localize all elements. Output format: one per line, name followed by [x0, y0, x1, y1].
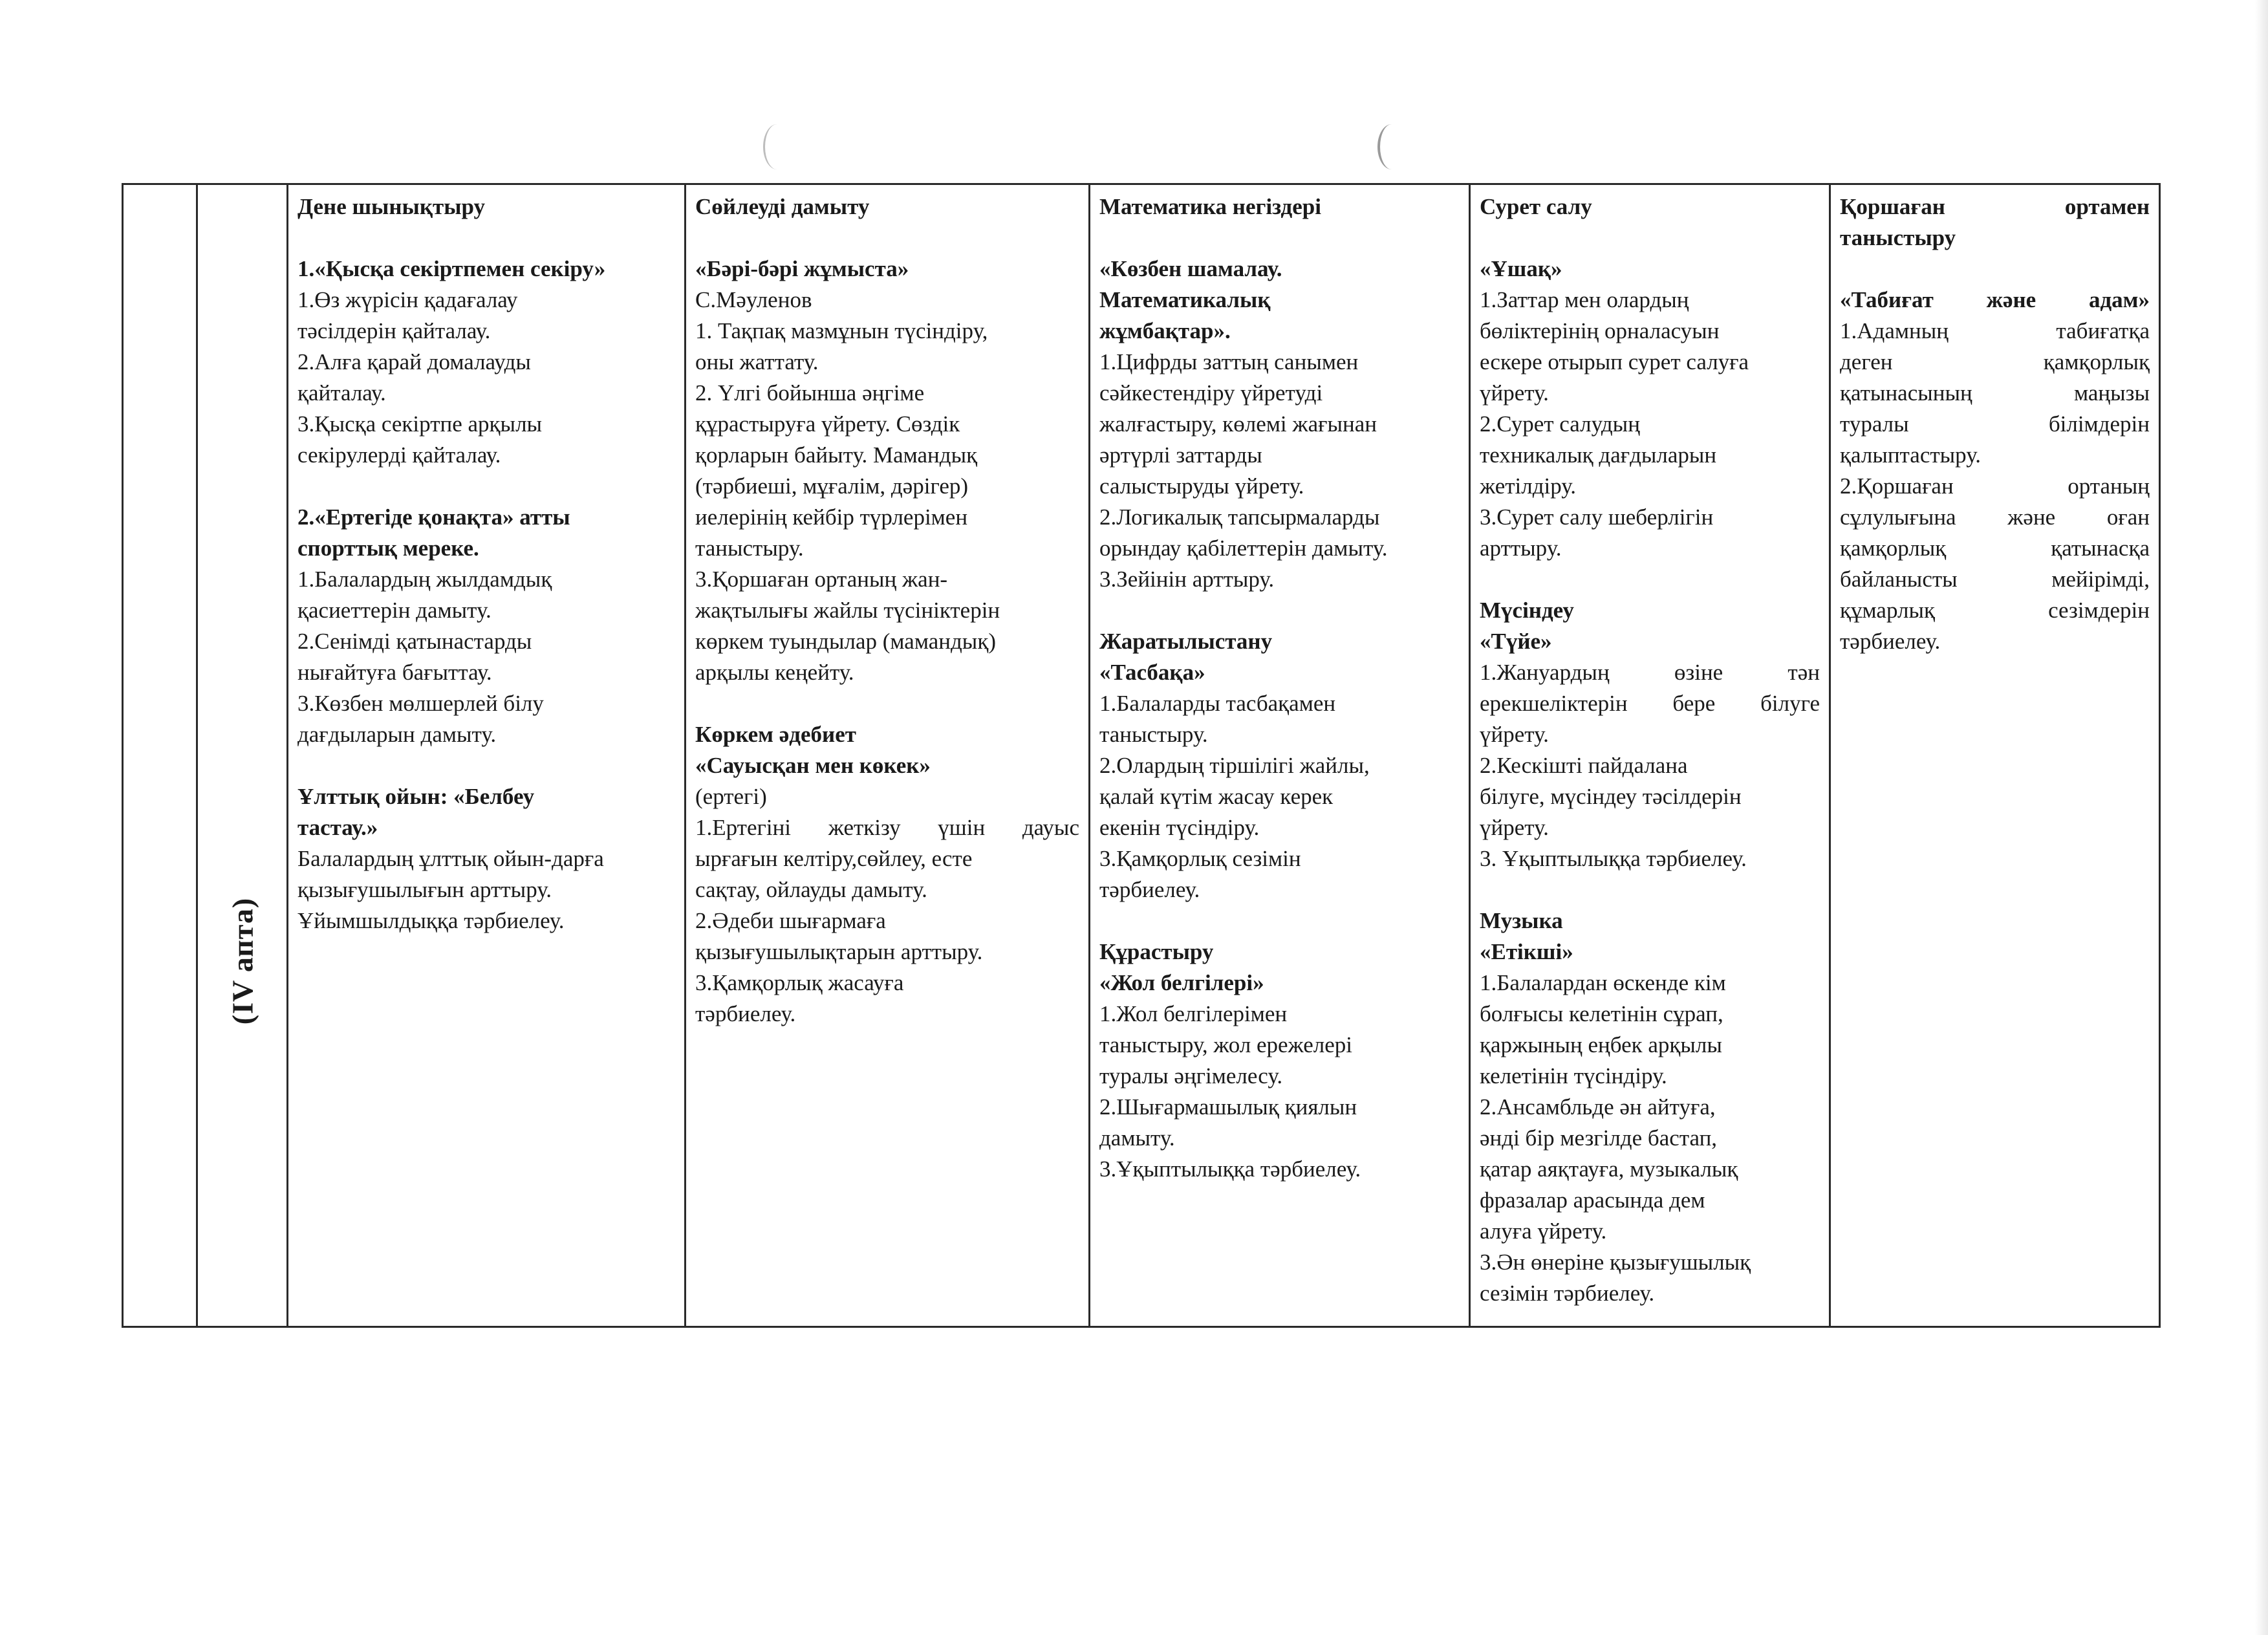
text-line: 3.Көзбен мөлшерлей білу	[297, 691, 544, 716]
text-line: жақтылығы жайлы түсініктерін	[695, 598, 1000, 623]
text-line: байланысты мейірімді,	[1840, 567, 2150, 592]
week-cell	[197, 184, 288, 1327]
blank-line	[1099, 595, 1460, 626]
text-line: дағдыларын дамыту.	[297, 722, 497, 747]
heading-line: 1.«Қысқа секіртпемен секіру»	[297, 256, 606, 281]
text-line: қайталау.	[297, 380, 386, 406]
text-line: екенін түсіндіру.	[1099, 815, 1260, 840]
text-line: әнді бір мезгілде бастап,	[1480, 1125, 1718, 1151]
text-line: жалғастыру, көлемі жағынан	[1099, 411, 1377, 437]
text-line: 1. Тақпақ мазмұнын түсіндіру,	[695, 318, 988, 343]
heading-line: «Бәрі-бәрі жұмыста»	[695, 256, 909, 281]
text-line: білуге, мүсіндеу тәсілдерін	[1480, 784, 1742, 809]
text-line: 3.Ән өнеріне қызығушылық	[1480, 1250, 1751, 1275]
heading-line: «Етікші»	[1480, 939, 1573, 964]
text-line: құрастыруға үйрету. Сөздік	[695, 411, 960, 437]
drawing-column	[1470, 184, 1830, 1327]
heading-line: 2.«Ертегіде қонақта» атты	[297, 504, 570, 530]
text-line: тәрбиелеу.	[1099, 877, 1200, 902]
math-column	[1090, 184, 1470, 1327]
text-line: 2.Әдеби шығармаға	[695, 908, 886, 933]
heading-line: Сөйлеуді дамыту	[695, 194, 870, 219]
heading-line: Ұлттық ойын: «Белбеу	[297, 784, 535, 809]
text-line: (тәрбиеші, мұғалім, дәрігер)	[695, 473, 969, 499]
text-line: 2. Үлгі бойынша әңгіме	[695, 380, 925, 406]
text-line: үйрету.	[1480, 815, 1549, 840]
text-line: қатар аяқтауға, музыкалық	[1480, 1156, 1738, 1182]
text-line: сезімін тәрбиелеу.	[1480, 1281, 1655, 1306]
empty-margin-cell	[123, 184, 197, 1327]
heading-line: «Түйе»	[1480, 629, 1552, 654]
environment-column	[1830, 184, 2160, 1327]
text-line: келетінін түсіндіру.	[1480, 1063, 1667, 1088]
text-line: деген қамқорлық	[1840, 349, 2150, 374]
heading-line: «Сауысқан мен көкек»	[695, 753, 931, 778]
drawing-column-content	[1471, 185, 1829, 1316]
heading-line: тастау.»	[297, 815, 378, 840]
pe-column	[288, 184, 686, 1327]
text-line: жетілдіру.	[1480, 473, 1577, 499]
heading-line: Музыка	[1480, 908, 1563, 933]
text-line: 1.Заттар мен олардың	[1480, 287, 1689, 312]
math-column-content	[1090, 185, 1469, 1191]
text-line: бөліктерінің орналасуын	[1480, 318, 1720, 343]
text-line: 3.Сурет салу шеберлігін	[1480, 504, 1714, 530]
text-line: сақтау, ойлауды дамыту.	[695, 877, 927, 902]
heading-line: таныстыру	[1840, 225, 1956, 250]
heading-line: Мүсіндеу	[1480, 598, 1574, 623]
weekly-plan-table	[122, 183, 2161, 1328]
text-line: 2.Логикалық тапсырмаларды	[1099, 504, 1380, 530]
text-line: 3.Ұқыптылыққа тәрбиелеу.	[1099, 1156, 1361, 1182]
text-line: арттыру.	[1480, 536, 1562, 561]
blank-line	[1480, 874, 1820, 905]
text-line: таныстыру.	[1099, 722, 1208, 747]
text-line: 1.Балалардан өскенде кім	[1480, 970, 1726, 995]
text-line: тәсілдерін қайталау.	[297, 318, 491, 343]
heading-line: Дене шынықтыру	[297, 194, 486, 219]
text-line: орындау қабілеттерін дамыту.	[1099, 536, 1388, 561]
heading-line: жұмбақтар».	[1099, 318, 1231, 343]
week-label: (IV апта)	[226, 897, 259, 1025]
text-line: туралы әңгімелесу.	[1099, 1063, 1283, 1088]
blank-line	[1099, 905, 1460, 937]
text-line: фразалар арасында дем	[1480, 1187, 1705, 1213]
text-line: секірулерді қайталау.	[297, 442, 501, 468]
text-line: таныстыру, жол ережелері	[1099, 1032, 1352, 1057]
heading-line: «Көзбен шамалау.	[1099, 256, 1282, 281]
speech-column-content	[686, 185, 1088, 1036]
text-line: 1.Балалардың жылдамдық	[297, 567, 552, 592]
blank-line	[1480, 564, 1820, 595]
text-line: үйрету.	[1480, 380, 1549, 406]
heading-line: Жаратылыстану	[1099, 629, 1273, 654]
heading-line: Математика негіздері	[1099, 194, 1321, 219]
heading-line: «Тасбақа»	[1099, 660, 1205, 685]
blank-line	[1099, 222, 1460, 254]
text-line: көркем туындылар (мамандық)	[695, 629, 996, 654]
text-line: алуға үйрету.	[1480, 1218, 1607, 1244]
text-line: тәрбиелеу.	[1840, 629, 1941, 654]
text-line: сәйкестендіру үйретуді	[1099, 380, 1323, 406]
text-line: ескере отырып сурет салуға	[1480, 349, 1749, 374]
text-line: қатынасының маңызы	[1840, 380, 2150, 406]
text-line: қасиеттерін дамыту.	[297, 598, 491, 623]
text-line: оны жаттату.	[695, 349, 819, 374]
text-line: 1.Өз жүрісін қадағалау	[297, 287, 518, 312]
text-line: 3.Зейінін арттыру.	[1099, 567, 1275, 592]
blank-line	[297, 471, 675, 502]
heading-line: спорттық мереке.	[297, 536, 479, 561]
text-line: дамыту.	[1099, 1125, 1175, 1151]
heading-line: Көркем әдебиет	[695, 722, 856, 747]
text-line: иелерінің кейбір түрлерімен	[695, 504, 968, 530]
text-line: 2.Шығармашылық қиялын	[1099, 1094, 1357, 1120]
text-line: құмарлық сезімдерін	[1840, 598, 2150, 623]
text-line: 2.Олардың тіршілігі жайлы,	[1099, 753, 1370, 778]
text-line: қызығушылықтарын арттыру.	[695, 939, 983, 964]
text-line: 1.Цифрды заттың санымен	[1099, 349, 1359, 374]
text-line: 2.Сенімді қатынастарды	[297, 629, 532, 654]
pe-column-content	[288, 185, 684, 943]
text-line: 1.Жол белгілерімен	[1099, 1001, 1288, 1026]
text-line: 3. Ұқыптылыққа тәрбиелеу.	[1480, 846, 1747, 871]
blank-line	[695, 222, 1079, 254]
text-line: Балалардың ұлттық ойын-дарға	[297, 846, 604, 871]
heading-line: Құрастыру	[1099, 939, 1214, 964]
environment-column-content	[1831, 185, 2159, 664]
text-line: Ұйымшылдыққа тәрбиелеу.	[297, 908, 565, 933]
heading-line: «Жол белгілері»	[1099, 970, 1264, 995]
plan-row	[123, 184, 2160, 1327]
text-line: 3.Қамқорлық сезімін	[1099, 846, 1301, 871]
text-line: 2.Кескішті пайдалана	[1480, 753, 1688, 778]
blank-line	[297, 750, 675, 781]
speech-column	[686, 184, 1090, 1327]
text-line: тәрбиелеу.	[695, 1001, 796, 1026]
blank-line	[695, 688, 1079, 719]
text-line: 1.Адамның табиғатқа	[1840, 318, 2150, 343]
blank-line	[1840, 254, 2150, 285]
text-line: салыстыруды үйрету.	[1099, 473, 1304, 499]
text-line: (ертегі)	[695, 784, 767, 809]
text-line: қорларын байыту. Мамандық	[695, 442, 978, 468]
text-line: ырғағын келтіру,сөйлеу, есте	[695, 846, 973, 871]
text-line: таныстыру.	[695, 536, 804, 561]
text-line: қамқорлық қатынасқа	[1840, 536, 2150, 561]
text-line: қызығушылығын арттыру.	[297, 877, 552, 902]
text-line: 2.Қоршаған ортаның	[1840, 473, 2150, 499]
text-line: 2.Ансамбльде ән айтуға,	[1480, 1094, 1716, 1120]
heading-line: «Ұшақ»	[1480, 256, 1562, 281]
blank-line	[1480, 222, 1820, 254]
text-line: нығайтуға бағыттау.	[297, 660, 492, 685]
text-line: С.Мәуленов	[695, 287, 812, 312]
text-line: үйрету.	[1480, 722, 1549, 747]
text-line: 2.Сурет салудың	[1480, 411, 1640, 437]
text-line: қалыптастыру.	[1840, 442, 1981, 468]
heading-line: Сурет салу	[1480, 194, 1592, 219]
text-line: арқылы кеңейту.	[695, 660, 854, 685]
text-line: туралы білімдерін	[1840, 411, 2150, 437]
text-line: 3.Қамқорлық жасауға	[695, 970, 904, 995]
punch-hole-mark	[763, 124, 791, 169]
text-line: болғысы келетінін сұрап,	[1480, 1001, 1723, 1026]
text-line: қаржының еңбек арқылы	[1480, 1032, 1722, 1057]
text-line: 1.Ертегіні жеткізу үшін дауыс	[695, 815, 1079, 840]
text-line: ерекшеліктерін бере білуге	[1480, 691, 1820, 716]
text-line: қалай күтім жасау керек	[1099, 784, 1334, 809]
heading-line: Математикалық	[1099, 287, 1271, 312]
text-line: 1.Балаларды тасбақамен	[1099, 691, 1336, 716]
text-line: 2.Алға қарай домалауды	[297, 349, 531, 374]
text-line: 3.Қысқа секіртпе арқылы	[297, 411, 543, 437]
punch-hole-mark	[1377, 124, 1406, 169]
text-line: сұлулығына және оған	[1840, 504, 2150, 530]
blank-line	[297, 222, 675, 254]
text-line: әртүрлі заттарды	[1099, 442, 1262, 468]
heading-line: «Табиғат және адам»	[1840, 287, 2150, 312]
text-line: 3.Қоршаған ортаның жан-	[695, 567, 948, 592]
page-edge-shadow	[2255, 0, 2268, 1635]
text-line: техникалық дағдыларын	[1480, 442, 1717, 468]
heading-line: Қоршаған ортамен	[1840, 194, 2150, 219]
text-line: 1.Жануардың өзіне тән	[1480, 660, 1820, 685]
